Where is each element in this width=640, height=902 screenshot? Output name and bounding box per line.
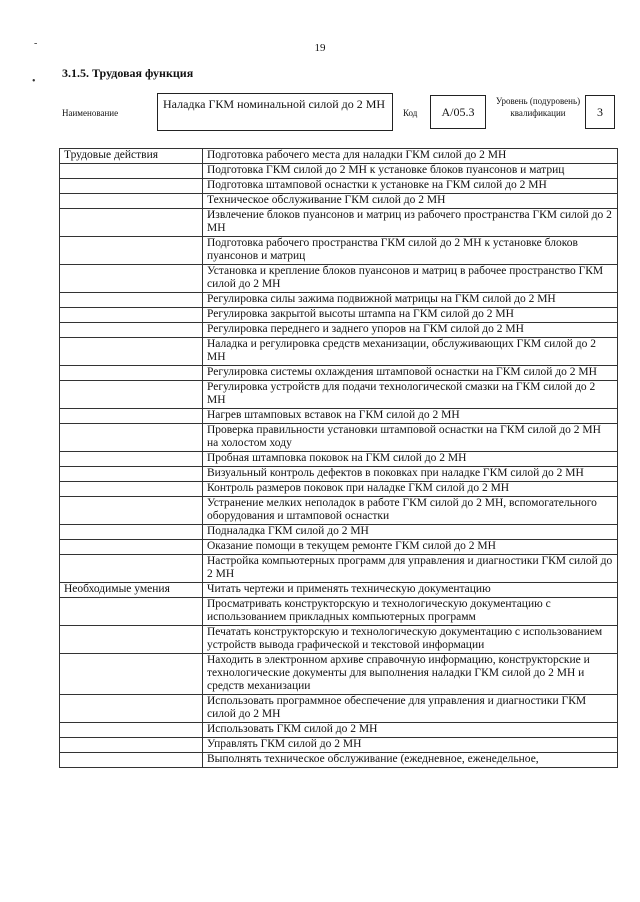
- table-cell: Устранение мелких неполадок в работе ГКМ силой до 2 МН, вспомогательного оборудования и штамповой оснастки: [203, 497, 618, 525]
- table-cell: Наладка и регулировка средств механизации, обслуживающих ГКМ силой до 2 МН: [203, 338, 618, 366]
- section-title-cell: [60, 626, 203, 654]
- table-row: [60, 409, 618, 424]
- section-title-cell: [60, 540, 203, 555]
- section-title-cell: [60, 179, 203, 194]
- table-cell: Находить в электронном архиве справочную информацию, конструкторские и технологические документы для выполнения наладки ГКМ силой до 2 МН и средств механизации: [203, 654, 618, 695]
- section-title-cell: [60, 723, 203, 738]
- section-title-cell: [60, 525, 203, 540]
- table-row: [60, 424, 618, 452]
- level-label: Уровень (подуровень) квалификации: [495, 96, 581, 118]
- table-cell: Использовать ГКМ силой до 2 МН: [203, 723, 618, 738]
- section-title-cell: [60, 237, 203, 265]
- function-table: [59, 148, 618, 768]
- section-title-cell: [60, 308, 203, 323]
- section-title-cell: [60, 555, 203, 583]
- section-title-cell: [60, 753, 203, 768]
- table-row: [60, 381, 618, 409]
- table-cell: Регулировка устройств для подачи технологической смазки на ГКМ силой до 2 МН: [203, 381, 618, 409]
- section-title-cell: [60, 598, 203, 626]
- table-row: [60, 497, 618, 525]
- table-cell: Пробная штамповка поковок на ГКМ силой до 2 МН: [203, 452, 618, 467]
- table-row: [60, 452, 618, 467]
- table-row: [60, 338, 618, 366]
- table-row: [60, 654, 618, 695]
- table-cell: Нагрев штамповых вставок на ГКМ силой до 2 МН: [203, 409, 618, 424]
- section-title-cell: [60, 265, 203, 293]
- table-row: [60, 323, 618, 338]
- table-cell: Подготовка штамповой оснастки к установке на ГКМ силой до 2 МН: [203, 179, 618, 194]
- table-cell: Использовать программное обеспечение для управления и диагностики ГКМ силой до 2 МН: [203, 695, 618, 723]
- table-cell: Регулировка переднего и заднего упоров на ГКМ силой до 2 МН: [203, 323, 618, 338]
- name-label: Наименование: [62, 108, 119, 118]
- code-value-box: А/05.3: [430, 95, 486, 129]
- table-row: [60, 293, 618, 308]
- table-row: [60, 194, 618, 209]
- table-row: [60, 753, 618, 768]
- section-title-cell: [60, 194, 203, 209]
- table-row: [60, 540, 618, 555]
- table-cell: Проверка правильности установки штамповой оснастки на ГКМ силой до 2 МН на холостом ходу: [203, 424, 618, 452]
- section-title-cell: [60, 424, 203, 452]
- section-title: Необходимые умения: [60, 583, 203, 598]
- table-row: [60, 164, 618, 179]
- table-row: [60, 555, 618, 583]
- table-row: [60, 723, 618, 738]
- table-row: [60, 482, 618, 497]
- section-title-cell: [60, 366, 203, 381]
- section-title-cell: [60, 695, 203, 723]
- section-title-cell: [60, 164, 203, 179]
- table-row: [60, 237, 618, 265]
- level-value-box: 3: [585, 95, 615, 129]
- table-cell: Настройка компьютерных программ для управления и диагностики ГКМ силой до 2 МН: [203, 555, 618, 583]
- section-title-cell: [60, 323, 203, 338]
- table-cell: Техническое обслуживание ГКМ силой до 2 МН: [203, 194, 618, 209]
- table-cell: Читать чертежи и применять техническую документацию: [203, 583, 618, 598]
- table-cell: Извлечение блоков пуансонов и матриц из рабочего пространства ГКМ силой до 2 МН: [203, 209, 618, 237]
- table-cell: Регулировка закрытой высоты штампа на ГКМ силой до 2 МН: [203, 308, 618, 323]
- table-row: [60, 308, 618, 323]
- section-heading: 3.1.5. Трудовая функция: [62, 66, 194, 80]
- table-cell: Управлять ГКМ силой до 2 МН: [203, 738, 618, 753]
- table-row: [60, 583, 618, 598]
- table-row: [60, 265, 618, 293]
- section-title-cell: [60, 293, 203, 308]
- section-title-cell: [60, 338, 203, 366]
- table-cell: Подготовка ГКМ силой до 2 МН к установке блоков пуансонов и матриц: [203, 164, 618, 179]
- table-row: [60, 695, 618, 723]
- section-title-cell: [60, 497, 203, 525]
- section-title-cell: [60, 452, 203, 467]
- table-cell: Регулировка системы охлаждения штамповой оснастки на ГКМ силой до 2 МН: [203, 366, 618, 381]
- section-title-cell: [60, 409, 203, 424]
- table-cell: Просматривать конструкторскую и технологическую документацию с использованием прикладных компьютерных программ: [203, 598, 618, 626]
- table-cell: Оказание помощи в текущем ремонте ГКМ силой до 2 МН: [203, 540, 618, 555]
- table-cell: Визуальный контроль дефектов в поковках при наладке ГКМ силой до 2 МН: [203, 467, 618, 482]
- section-title-cell: [60, 209, 203, 237]
- table-cell: Установка и крепление блоков пуансонов и матриц в рабочее пространство ГКМ силой до 2 МН: [203, 265, 618, 293]
- table-cell: Регулировка силы зажима подвижной матрицы на ГКМ силой до 2 МН: [203, 293, 618, 308]
- table-cell: Выполнять техническое обслуживание (ежедневное, еженедельное,: [203, 753, 618, 768]
- table-cell: Подготовка рабочего места для наладки ГКМ силой до 2 МН: [203, 149, 618, 164]
- table-row: [60, 467, 618, 482]
- table-row: [60, 738, 618, 753]
- table-cell: Подготовка рабочего пространства ГКМ силой до 2 МН к установке блоков пуансонов и матриц: [203, 237, 618, 265]
- code-label: Код: [403, 108, 418, 118]
- table-cell: Печатать конструкторскую и технологическую документацию с использованием устройств вывода графической и текстовой информации: [203, 626, 618, 654]
- table-row: [60, 179, 618, 194]
- table-row: [60, 209, 618, 237]
- table-row: [60, 366, 618, 381]
- scan-mark: •: [32, 76, 36, 87]
- table-cell: Контроль размеров поковок при наладке ГКМ силой до 2 МН: [203, 482, 618, 497]
- section-title-cell: [60, 467, 203, 482]
- page-number: 19: [314, 42, 326, 54]
- table-row: [60, 149, 618, 164]
- name-value-box: Наладка ГКМ номинальной силой до 2 МН: [157, 93, 393, 131]
- table-row: [60, 525, 618, 540]
- scan-mark: -: [34, 38, 38, 49]
- section-title-cell: [60, 381, 203, 409]
- section-title-cell: [60, 654, 203, 695]
- table-row: [60, 598, 618, 626]
- section-title-cell: [60, 482, 203, 497]
- section-title: Трудовые действия: [60, 149, 203, 164]
- section-title-cell: [60, 738, 203, 753]
- table-cell: Подналадка ГКМ силой до 2 МН: [203, 525, 618, 540]
- table-row: [60, 626, 618, 654]
